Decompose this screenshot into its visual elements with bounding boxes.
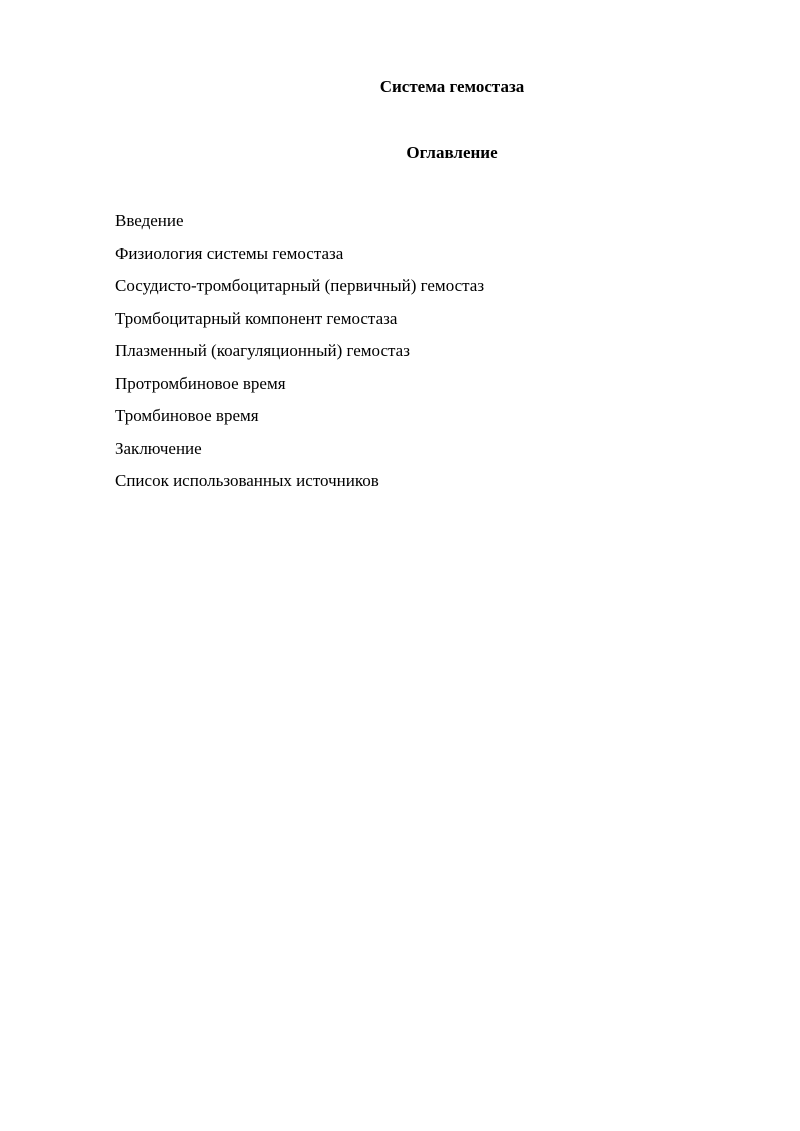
toc-item-prothrombin-time: Протромбиновое время <box>115 373 286 393</box>
document-title: Система гемостаза <box>379 77 525 96</box>
toc-item-primary-hemostasis: Сосудисто-тромбоцитарный (первичный) гемостаз <box>115 276 485 295</box>
toc-item-thrombin-time: Тромбиновое время <box>115 406 259 425</box>
toc-item-references: Список использованных источников <box>115 471 379 490</box>
toc-item-platelet-component: Тромбоцитарный компонент гемостаза <box>115 308 398 328</box>
toc-item-conclusion: Заключение <box>115 438 202 458</box>
toc-item-physiology: Физиология системы гемостаза <box>115 243 344 263</box>
toc-item-plasma-hemostasis: Плазменный (коагуляционный) гемостаз <box>115 341 410 360</box>
table-of-contents <box>115 205 484 498</box>
toc-item-introduction: Введение <box>115 211 184 230</box>
toc-heading: Оглавление <box>406 143 498 162</box>
